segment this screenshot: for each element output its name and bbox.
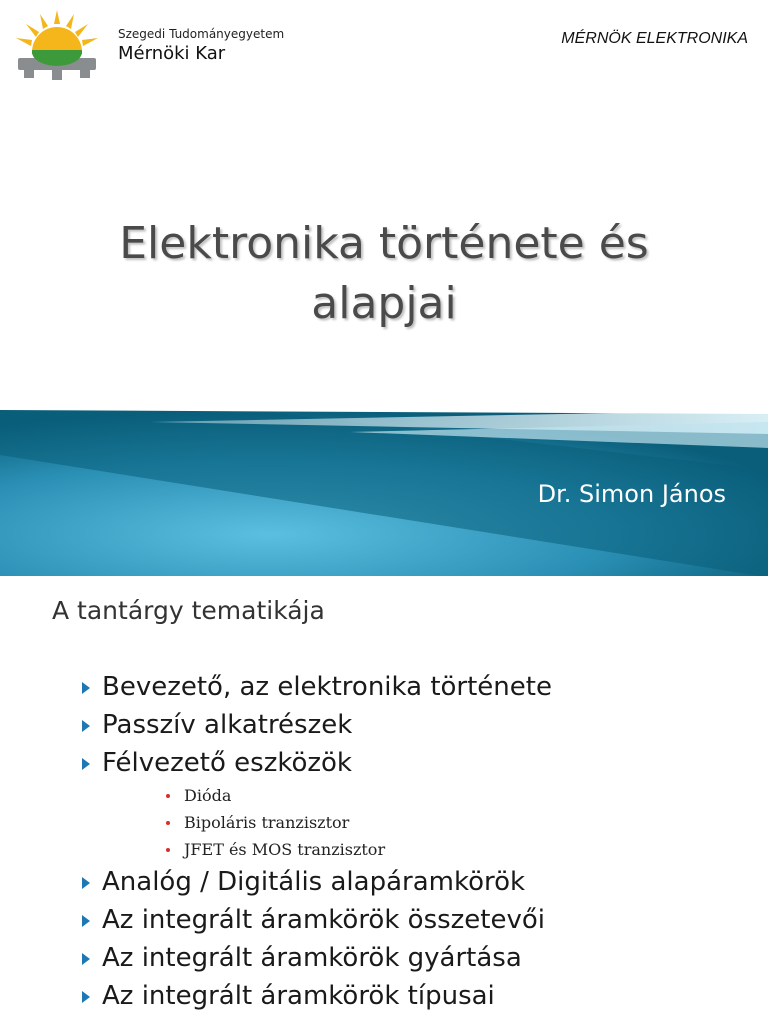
subtopic-label: JFET és MOS tranzisztor xyxy=(184,840,386,859)
bullet-dot-icon xyxy=(166,821,170,825)
topic-label: Az integrált áramkörök típusai xyxy=(102,981,495,1011)
bullet-arrow-icon xyxy=(82,877,90,889)
subtopic-item xyxy=(166,809,552,836)
bullet-arrow-icon xyxy=(82,991,90,1003)
syllabus-title: A tantárgy tematikája xyxy=(52,596,325,625)
bullet-arrow-icon xyxy=(82,682,90,694)
topic-item xyxy=(80,863,552,901)
topic-item xyxy=(80,744,552,782)
bullet-arrow-icon xyxy=(82,953,90,965)
bullet-dot-icon xyxy=(166,794,170,798)
topic-item xyxy=(80,939,552,977)
university-logo-icon xyxy=(12,8,102,82)
topic-label: Az integrált áramkörök gyártása xyxy=(102,943,522,973)
bullet-arrow-icon xyxy=(82,758,90,770)
topic-item xyxy=(80,668,552,706)
slide-title-line: Elektronika története és xyxy=(119,218,649,269)
topic-label: Passzív alkatrészek xyxy=(102,710,353,740)
university-name: Szegedi Tudományegyetem xyxy=(118,27,285,41)
faculty-name: Mérnöki Kar xyxy=(118,43,226,64)
topic-label: Az integrált áramkörök összetevői xyxy=(102,905,546,935)
subtopic-group xyxy=(80,782,552,863)
topic-list xyxy=(80,668,552,1015)
subtopic-list xyxy=(80,782,552,863)
course-name: MÉRNÖK ELEKTRONIKA xyxy=(561,30,748,47)
bullet-dot-icon xyxy=(166,848,170,852)
subtopic-item xyxy=(166,782,552,809)
topic-label: Félvezető eszközök xyxy=(102,748,352,778)
subtopic-item xyxy=(166,836,552,863)
topic-label: Bevezető, az elektronika története xyxy=(102,672,552,702)
author-name: Dr. Simon János xyxy=(537,480,726,508)
bullet-arrow-icon xyxy=(82,720,90,732)
syllabus-slide xyxy=(0,576,768,1024)
subtopic-label: Dióda xyxy=(184,786,232,805)
topic-item xyxy=(80,706,552,744)
subtopic-label: Bipoláris tranzisztor xyxy=(184,813,350,832)
bullet-arrow-icon xyxy=(82,915,90,927)
slide-title xyxy=(40,214,728,334)
topic-label: Analóg / Digitális alapáramkörök xyxy=(102,867,526,897)
topic-item xyxy=(80,901,552,939)
slide-title-line: alapjai xyxy=(311,278,457,329)
topic-item xyxy=(80,977,552,1015)
